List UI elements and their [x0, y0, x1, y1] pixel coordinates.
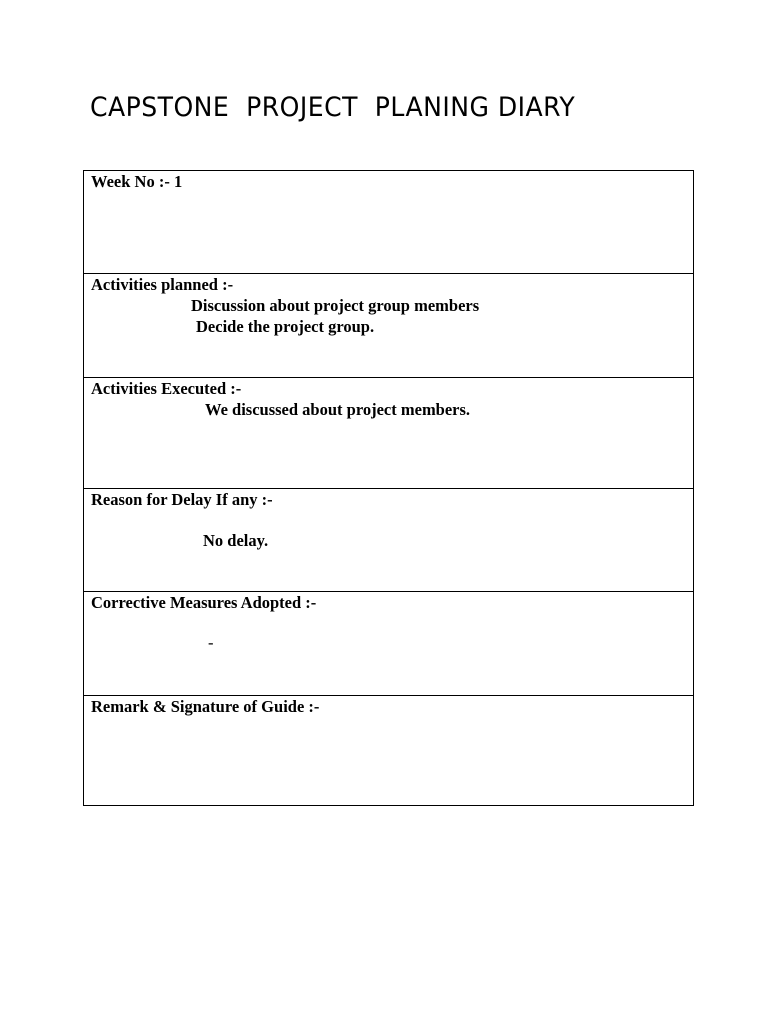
week-label: Week No :- 1 [91, 172, 183, 191]
corrective-measures-section [84, 592, 693, 696]
diary-table [83, 170, 694, 806]
reason-for-delay-section [84, 489, 693, 592]
activities-planned-item: Decide the project group. [196, 317, 375, 336]
week-section [84, 171, 693, 274]
reason-for-delay-value: No delay. [203, 531, 269, 550]
activities-executed-item: We discussed about project members. [205, 400, 471, 419]
reason-for-delay-label: Reason for Delay If any :- [91, 490, 273, 509]
activities-executed-label: Activities Executed :- [91, 379, 242, 398]
corrective-measures-label: Corrective Measures Adopted :- [91, 593, 317, 612]
remark-signature-section [84, 696, 693, 805]
activities-planned-item: Discussion about project group members [191, 296, 480, 315]
document-title: CAPSTONE PROJECT PLANING DIARY [90, 92, 576, 123]
remark-signature-label: Remark & Signature of Guide :- [91, 697, 320, 716]
activities-planned-section [84, 274, 693, 378]
activities-executed-section [84, 378, 693, 489]
corrective-measures-value: - [208, 633, 214, 652]
activities-planned-label: Activities planned :- [91, 275, 234, 294]
